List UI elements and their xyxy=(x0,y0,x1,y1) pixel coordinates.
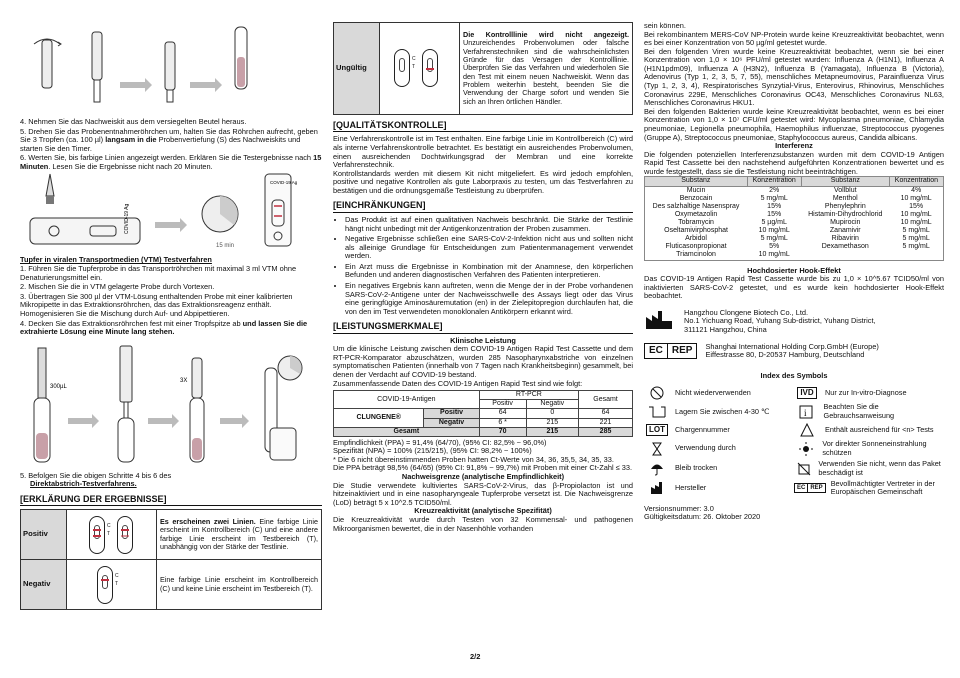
symbol-item: IVD Nur zur In-vitro-Diagnose xyxy=(794,386,944,400)
vtm-step-4: 4. Decken Sie das Extraktionsröhrchen fest mit einer Tropfspitze ab und lassen Sie die extrahierte Lösung eine Minute lang stehen. xyxy=(20,318,308,337)
symbol-item: Verwenden Sie nicht, wenn das Paket beschädigt ist xyxy=(794,460,944,477)
invalid-cassette-icon: C T xyxy=(380,23,460,115)
table-row: Arbidol 5 mg/mL Ribavirin 5 mg/mL xyxy=(685,235,930,243)
direct-swab-link[interactable]: Direktabstrich-Testverfahrens. xyxy=(30,479,137,489)
interference-title: Interferenz xyxy=(775,141,813,151)
summary-text: Zusammenfassende Daten des COVID-19 Antigen Rapid Test sind wie folgt: xyxy=(333,378,583,388)
timer-illustration xyxy=(20,172,322,252)
negative-cassette-icon: C T xyxy=(67,560,157,610)
step-6: 6. Werten Sie, bis farbige Linien angezeigt werden. Erklären Sie die Testergebnisse nach 15 Minuten. Lesen Sie die Ergebnisse nicht nach 20 Minuten. xyxy=(20,153,322,171)
brand-cell: CLUNGENE® xyxy=(334,409,424,427)
performance-heading: [LEISTUNGSMERKMALE] xyxy=(333,321,633,333)
vtm-steps xyxy=(20,265,322,337)
vtm-step-1: 1. Führen Sie die Tupferprobe in das Transportröhrchen mit maximal 3 ml VTM ohne Denaturierungsmittel ein. xyxy=(20,264,297,282)
table-row: Oxymetazolin 15% Histamin-Dihydrochlorid 10 mg/mL xyxy=(674,210,932,218)
results-table xyxy=(20,509,322,610)
header-rtpcr: RT-PCR xyxy=(479,391,578,400)
vtm-procedure-drawing xyxy=(20,338,320,468)
symbol-item: Verwendung durch xyxy=(644,440,794,457)
damaged-package-icon xyxy=(794,462,813,476)
result-label: Negativ xyxy=(21,560,67,610)
lot-icon: LOT xyxy=(644,423,670,437)
mers-text: Bei rekombinantem MERS-CoV NP-Protein wurde keine Kreuzreaktivität beobachtet, wenn es bei einer Konzentration von 50 µg/ml getestet wurde. xyxy=(644,29,944,48)
result-description: Eine farbige Linie erscheint im Kontrollbereich (C) und keine Linie erscheint im Testbereich (T). xyxy=(157,560,322,610)
step-5: 5. Drehen Sie das Probenentnahmeröhrchen um, halten Sie das Röhrchen aufrecht, geben Sie 3 Tropfen (ca. 100 µl) langsam in die Probenvertiefung (S) des Nachweiskits und starten Sie den Timer. xyxy=(20,126,318,153)
limitations-list xyxy=(333,216,633,316)
validity-date: Gültigkeitsdatum: 26. Oktober 2020 xyxy=(644,512,761,522)
device-label-text: COVID-19 Ag xyxy=(124,204,130,235)
procedure-steps-drawing xyxy=(20,22,320,114)
stat-npa: Spezifität (NPA) = 100% (215/215), (95% CI: 98,2% ~ 100%) xyxy=(333,446,532,456)
table-row: Mucin 2% Vollblut 4% xyxy=(686,186,922,194)
table-row: Fluticasonpropionat 5% Dexamethason 5 mg/mL xyxy=(665,243,930,251)
result-description: Die Kontrolllinie wird nicht angezeigt. Unzureichendes Probenvolumen oder falsche Verfahrenstechniken sind die wahrscheinlichsten Gründe für das Versagen der Kontrolllinie. Überprüfen Sie das Verfahren und wiederholen Sie den Test mit einem neuen Nachweiskit. Wenn das Problem weiterhin besteht, beenden Sie die Verwendung der Charge sofort und wenden Sie sich an Ihren örtlichen Händler. xyxy=(460,23,633,115)
test-device-drawing xyxy=(20,172,320,252)
timer-label: 15 min xyxy=(216,243,235,250)
vtm-step-2: 2. Mischen Sie die in VTM gelagerte Probe durch Vortexen. xyxy=(20,282,215,292)
result-description: Es erscheinen zwei Linien. Eine farbige Linie erscheint im Kontrollbereich (C) und eine andere farbige Linie erscheint im Testbereich (T), unabhängig von der Stärke der Testlinie. xyxy=(157,510,322,560)
table-row: Oseltamivirphosphat 10 mg/mL Zanamivir 5 mg/mL xyxy=(664,227,930,235)
limitation-item: • Ein negatives Ergebnis kann auftreten, wenn die Menge der in der Probe vorhandenen SARS-CoV-2-Antigene unter der Nachweisschwelle des Assays liegt oder das Virus eine geringfügige Aminosäuremutation (en) in der Zielepitopregion durchlaufen hat, die von den im Test verwendeten monoklonalen Antikörpern erkannt wird. xyxy=(345,282,633,316)
cross-text: Die Kreuzreaktivität wurde durch Testen von 32 Kommensal- und pathogenen Mikroorganismen bewertet, die in der Nasenhöhle vorhanden xyxy=(333,514,633,533)
limitations-heading: [EINCHRÄNKUNGEN] xyxy=(333,200,633,212)
stat-ppa-ct: Die PPA beträgt 98,5% (64/65) (95% CI: 91,8% ~ 99,7%) mit Proben mit einer Ct-Zahl ≤ 33. xyxy=(333,463,633,473)
table-row: Gesamt 70 215 285 xyxy=(334,427,633,436)
column-1 xyxy=(20,22,322,610)
results-heading: [ERKLÄRUNG DER ERGEBNISSE] xyxy=(20,494,322,506)
result-row-invalid xyxy=(334,23,633,115)
symbol-item: Enthält ausreichend für <n> Tests xyxy=(794,423,944,437)
symbol-item: Hersteller xyxy=(644,480,794,497)
result-row-positive xyxy=(21,510,322,560)
expiry-icon xyxy=(644,442,670,456)
interference-text: Die folgenden potenziellen Interferenzsubstanzen wurden mit dem COVID-19 Antigen Rapid Test Cassette bei den nachstehend aufgeführten Konzentrationen bewertet und es wurde festgestellt, dass sie die Testleistung nicht beeinträchtigen. xyxy=(644,149,944,176)
svg-text:i: i xyxy=(804,407,807,418)
hook-text: Das COVID-19 Antigen Rapid Test Cassette wurde bis zu 1,0 × 10^5.67 TCID50/ml von inaktivierten SARS-CoV-2 getestet, und es wurde kein hochdosierter Hook-Effekt beobachtet. xyxy=(644,274,944,301)
vtm-illustration xyxy=(20,338,322,468)
symbol-item: LOT Chargennummer xyxy=(644,423,794,437)
factory-small-icon xyxy=(644,481,670,495)
vtm-step-3: 3. Übertragen Sie 300 µl der VTM-Lösung enthaltenden Probe mit einer kalibrierten Mikropipette in das Extraktionsröhrchen, das das Extraktionsreagenz enthält. Homogenisieren Sie die Mischung durch Auf- und Abpipettieren. xyxy=(20,291,293,318)
table-row: Negativ 6 * 215 221 xyxy=(334,418,633,427)
instructions-icon xyxy=(794,405,819,419)
symbol-item: i Beachten Sie die Gebrauchsanweisung xyxy=(794,403,944,420)
step-5-followup: 5. Befolgen Sie die obigen Schritte 4 bis 6 des Direktabstrich-Testverfahrens. xyxy=(20,470,172,489)
result-label: Positiv xyxy=(21,510,67,560)
lod-title: Nachweisgrenze (analytische Empfindlichkeit) xyxy=(401,472,565,482)
table-row: CLUNGENE® Positiv 64 0 64 xyxy=(334,409,633,418)
symbol-item: Bleib trocken xyxy=(644,460,794,477)
direct-swab-steps xyxy=(20,118,322,171)
table-row: Tobramycin 5 µg/mL Mupirocin 10 mg/mL xyxy=(678,218,932,226)
page-number: 2/2 xyxy=(470,652,481,661)
symbol-item: Lagern Sie zwischen 4-30 ℃ xyxy=(644,403,794,420)
umbrella-icon xyxy=(644,462,670,476)
stat-ppa: Empfindlichkeit (PPA) = 91,4% (64/70), (95% CI: 82,5% ~ 96,0%) xyxy=(333,437,547,447)
clinical-results-table xyxy=(333,390,633,437)
clinical-text: Um die klinische Leistung zwischen dem COVID-19 Antigen Rapid Test Cassette und dem RT-PCR-Komparator abzuschätzen, wurden 285 Nasopharynxabstriche von einzelnen symptomatischen Patienten (innerhalb von 7 Tagen nach Krankheitsbeginn) gesammelt, bei denen der Verdacht auf COVID-19 bestand. xyxy=(333,344,633,380)
manufacturer-address: No.1 Yichuang Road, Yuhang Sub-district, Yuhang District, xyxy=(684,316,876,326)
viruses-text: Bei den folgenden Viren wurde keine Kreuzreaktivität beobachtet, wenn sie bei einer Konzentration von 1,0 × 10⁶ PFU/ml getestet wurden: Influenza A (H1N1), Influenza A (H1N1pdm09), Influenza A (H3N2), Influenza B (Yamagata), Influenza B (Victoria), Adenovirus (Typ 1, 2, 3, 5, 7, 55), menschliches Metapneumovirus, Parainfluenza Virus (Typ 1, 2, 3, 4), Respiratorisches Synzytial-Virus, Enterovirus, Rhinovirus, Menschliches Coronavirus 229E, Menschliches Coronavirus OC43, Menschliches Coronavirus NL63, Menschliches Coronavirus HKU1. xyxy=(644,46,944,108)
volume-label: 300µL xyxy=(50,383,67,390)
bacteria-text: Bei den folgenden Bakterien wurde keine Kreuzreaktivität beobachtet, wenn es bei einer Konzentration von 1,0 × 10⁷ CFU/ml getestet wird: Mycoplasma pneumoniae, Chlamydia pneumoniae, Legionella pneumophila, Haemophilus influenzae, Streptococcus pyogenes (Gruppe A), Streptococcus pneumoniae, Staphylococcus aureus, Candida albicans. xyxy=(644,106,944,142)
column-3 xyxy=(644,22,944,522)
header-total: Gesamt xyxy=(579,391,633,409)
positive-cassette-icon: C T xyxy=(67,510,157,560)
symbol-item: Nicht wiederverwenden xyxy=(644,386,794,400)
table-row: Triamcinolon 10 mg/mL xyxy=(676,251,790,259)
step-4: 4. Nehmen Sie das Nachweiskit aus dem versiegelten Beutel heraus. xyxy=(20,117,247,126)
result-label: Ungültig xyxy=(334,23,380,115)
ec-rep-block xyxy=(644,343,944,360)
mix-label: 3X xyxy=(180,377,188,384)
factory-icon xyxy=(644,309,684,335)
temperature-icon xyxy=(644,405,670,419)
qc-heading: [QUALITÄTSKONTROLLE] xyxy=(333,120,633,132)
version-number: Versionsnummer: 3.0 xyxy=(644,503,714,513)
clinical-title: Klinische Leistung xyxy=(450,335,516,345)
manufacturer-city: 311121 Hangzhou, China xyxy=(684,324,767,334)
tests-icon xyxy=(794,423,820,437)
device-label-text-2: COVID-19 Ag xyxy=(270,180,298,186)
symbols-title: Index des Symbols xyxy=(760,370,828,380)
table-row: Benzocain 5 mg/mL Menthol 10 mg/mL xyxy=(679,194,932,202)
stat-note: * Die 6 nicht übereinstimmenden Proben hatten Ct-Werte von 34, 36, 35,5, 34, 35, 33. xyxy=(333,454,614,464)
header-negative: Negativ xyxy=(526,400,579,409)
limitation-item: • Das Produkt ist auf einen qualitativen Nachweis beschränkt. Die Stärke der Testlinie hängt nicht unbedingt mit der Antigenkonzentration der Proben zusammen. xyxy=(345,216,633,233)
table-row: Des salzhaltige Nasenspray 15% Phenylephrin 15% xyxy=(652,202,924,210)
interference-table: Substanz Konzentration Substanz Konzentration Mucin 2% Vollblut 4% Benzocain 5 mg/mL Menthol 10 mg/mL Des salzhaltige Nasenspray 15% Phenylephrin 15% Oxymetazolin 15% Histamin-Dihydrochlorid 10 mg/mL Tobramycin 5 µg/mL Mupirocin 10 mg/mL Oseltamivirphosphat 10 mg/mL Zanamivir 5 mg/mL Arbidol 5 mg/mL Ribavirin 5 mg/mL Fluticasonpropionat 5% Dexamethason 5 mg/mL Triamcinolon 10 mg/mL xyxy=(644,176,944,260)
vtm-heading: Tupfer in viralen Transportmedien (VTM) Testverfahren xyxy=(20,255,212,265)
header-antigen: COVID-19-Antigen xyxy=(334,391,480,409)
manufacturer-block xyxy=(644,309,944,335)
limitation-item: • Negative Ergebnisse schließen eine SARS-CoV-2-Infektion nicht aus und sollten nicht als alleinige Grundlage für Entscheidungen zum Patientenmanagement verwendet werden. xyxy=(345,235,633,261)
qc-text-2: Kontrollstandards werden mit diesem Kit nicht mitgeliefert. Es wird jedoch empfohlen, positive und negative Kontrollen als gute Laborpraxis zu testen, um das Testverfahren zu bestätigen und die ordnungsgemäße Testleistung zu überprüfen. xyxy=(333,168,633,195)
lod-text: Die Studie verwendete kultiviertes SARS-CoV-2-Virus, das β-Propiolacton ist und hitzeinaktiviert und in eine nasopharyngeale Tupferprobe versetzt ist. Die Nachweisgrenze (LoD) beträgt 5 x 10^2.5 TCID50/ml. xyxy=(333,480,633,507)
invalid-result-table xyxy=(333,22,633,115)
do-not-reuse-icon xyxy=(644,386,670,400)
procedure-illustration-top xyxy=(20,22,322,114)
ivd-icon: IVD xyxy=(794,386,820,400)
ec-rep-small-icon: EC REP xyxy=(794,481,826,495)
ec-rep-icon: EC REP xyxy=(644,343,697,359)
result-row-negative xyxy=(21,560,322,610)
manufacturer-name: Hangzhou Clongene Biotech Co., Ltd. xyxy=(684,307,809,317)
qc-text: Eine Verfahrenskontrolle ist im Test enthalten. Eine farbige Linie im Kontrollbereich (C) wird als interne Verfahrenskontrolle betrachtet. Es bestätigt ein ausreichendes Probenvolumen, einen ausreichenden Dochtwirkungsgrad der Membran und eine korrekte Verfahrenstechnik. xyxy=(333,134,633,170)
cross-continued: sein können. xyxy=(644,21,686,30)
ec-rep-address: Eiffestrasse 80, D-20537 Hamburg, Deutschland xyxy=(705,350,865,360)
symbols-grid xyxy=(644,386,944,499)
symbol-item: EC REP Bevollmächtigter Vertreter in der Europäischen Gemeinschaft xyxy=(794,480,944,497)
column-2 xyxy=(333,22,633,533)
symbol-item: Vor direkter Sonneneinstrahlung schützen xyxy=(794,440,944,457)
ec-rep-name: Shanghai International Holding Corp.GmbH (Europe) xyxy=(705,341,879,351)
header-positive: Positiv xyxy=(479,400,526,409)
hook-title: Hochdosierter Hook-Effekt xyxy=(747,265,841,275)
limitation-item: • Ein Arzt muss die Ergebnisse in Kombination mit der Anamnese, den körperlichen Befunden und anderen diagnostischen Verfahren des Patienten interpretieren. xyxy=(345,263,633,280)
cross-title: Kreuzreaktivität (analytische Spezifität) xyxy=(414,506,552,516)
sunlight-icon xyxy=(794,442,817,456)
